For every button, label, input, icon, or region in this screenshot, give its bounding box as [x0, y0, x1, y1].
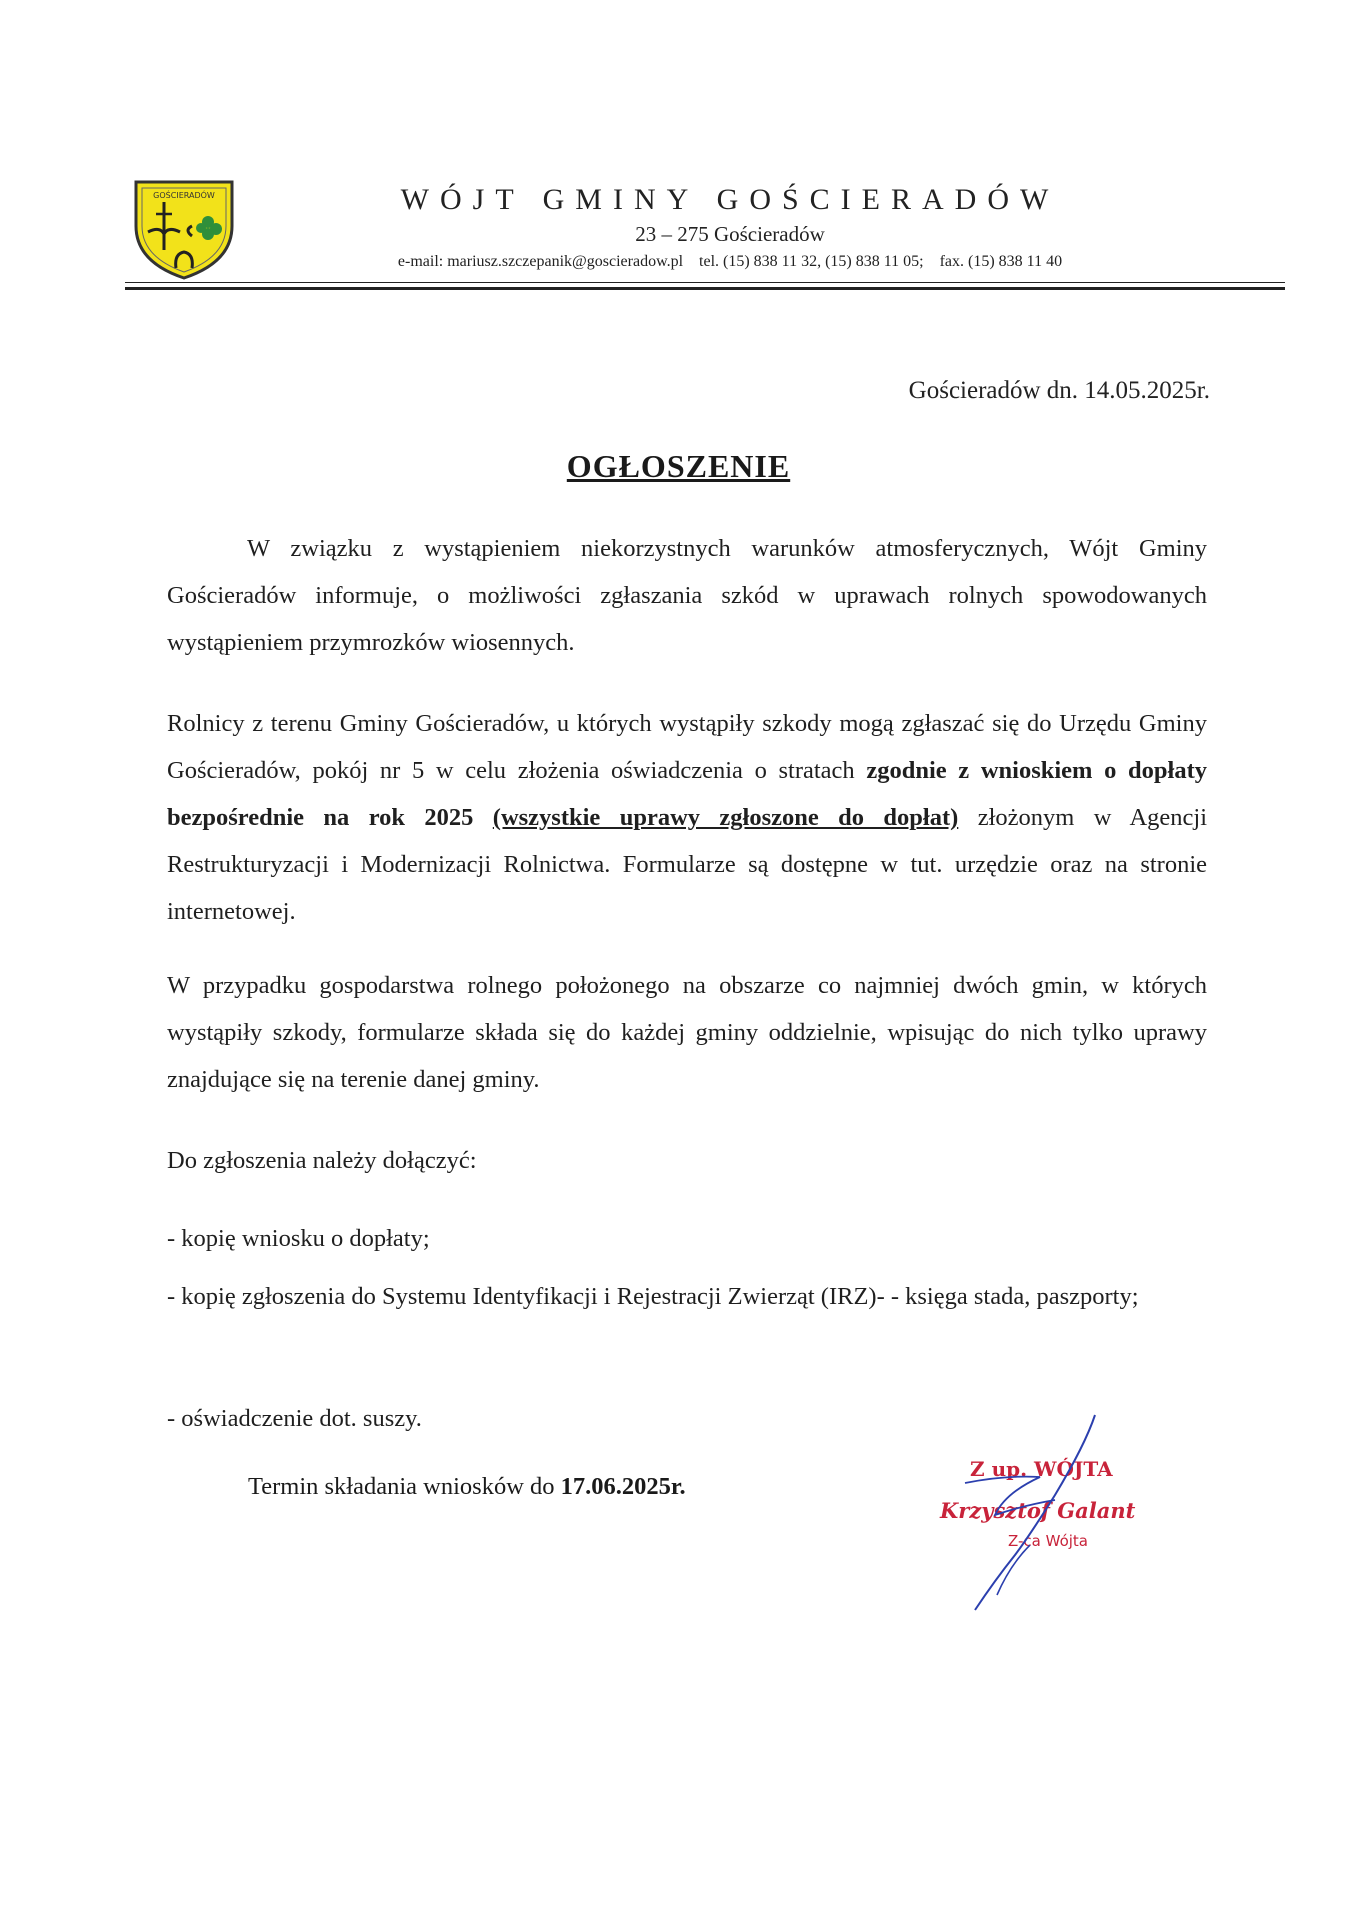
paragraph-farmers-underlined: (wszystkie uprawy zgłoszone do dopłat) [492, 804, 959, 831]
letterhead-title: WÓJT GMINY GOŚCIERADÓW [400, 183, 1060, 216]
deadline-date: 17.06.2025r. [560, 1473, 686, 1500]
paragraph-farmers-bold: zgodnie z wnioskiem o dopłaty bezpośrednie na rok 2025 [167, 757, 1207, 831]
stamp-line-2: Krzysztof Galant [940, 1498, 1136, 1523]
letterhead-phone: tel. (15) 838 11 32, (15) 838 11 05; [699, 253, 924, 270]
document-date: Gościeradów dn. 14.05.2025r. [908, 377, 1210, 404]
attachment-item: - kopię zgłoszenia do Systemu Identyfikacji i Rejestracji Zwierząt (IRZ)- - księga stada, paszporty; [167, 1283, 1139, 1310]
attachment-item: - oświadczenie dot. suszy. [167, 1405, 422, 1432]
paragraph-intro: W związku z wystąpieniem niekorzystnych warunków atmosferycznych, Wójt Gminy Gościeradów informuje, o możliwości zgłaszania szkód w uprawach rolnych spowodowanych wystąpieniem przymrozków wiosennych. [167, 535, 1207, 656]
crest-text: GOŚCIERADÓW [153, 191, 215, 200]
deadline-text: Termin składania wniosków do [248, 1473, 561, 1500]
attachments-intro: Do zgłoszenia należy dołączyć: [167, 1147, 477, 1174]
signature-icon [935, 1405, 1115, 1615]
stamp-line-3: Z-ca Wójta [1008, 1532, 1089, 1550]
letterhead-divider [125, 282, 1285, 283]
attachment-item: - kopię wniosku o dopłaty; [167, 1225, 430, 1252]
letterhead-contact [280, 253, 1180, 271]
letterhead-fax: fax. (15) 838 11 40 [939, 253, 1063, 270]
paragraph-farmers [167, 700, 1207, 935]
document-title: OGŁOSZENIE [566, 448, 791, 484]
letterhead-address: 23 – 275 Gościeradów [635, 222, 825, 246]
paragraph-farmers-part2: złożonym w Agencji Restrukturyzacji i Modernizacji Rolnictwa. Formularze są dostępne w tut. urzędzie oraz na stronie internetowej. [167, 804, 1208, 925]
letterhead-divider-thick [125, 287, 1285, 290]
paragraph-multiple-communes: W przypadku gospodarstwa rolnego położonego na obszarze co najmniej dwóch gmin, w których wystąpiły szkody, formularze składa się do każdej gminy oddzielnie, wpisując do nich tylko uprawy znajdujące się na terenie danej gminy. [167, 972, 1207, 1093]
letterhead-email: e-mail: mariusz.szczepanik@goscieradow.pl [397, 253, 684, 270]
deadline [248, 1467, 686, 1507]
coat-of-arms-icon [130, 174, 238, 282]
stamp-line-1: Z up. WÓJTA [970, 1457, 1113, 1481]
paragraph-farmers-part1: Rolnicy z terenu Gminy Gościeradów, u których wystąpiły szkody mogą zgłaszać się do Urzędu Gminy Gościeradów, pokój nr 5 w celu złożenia oświadczenia o stratach [167, 710, 1207, 784]
